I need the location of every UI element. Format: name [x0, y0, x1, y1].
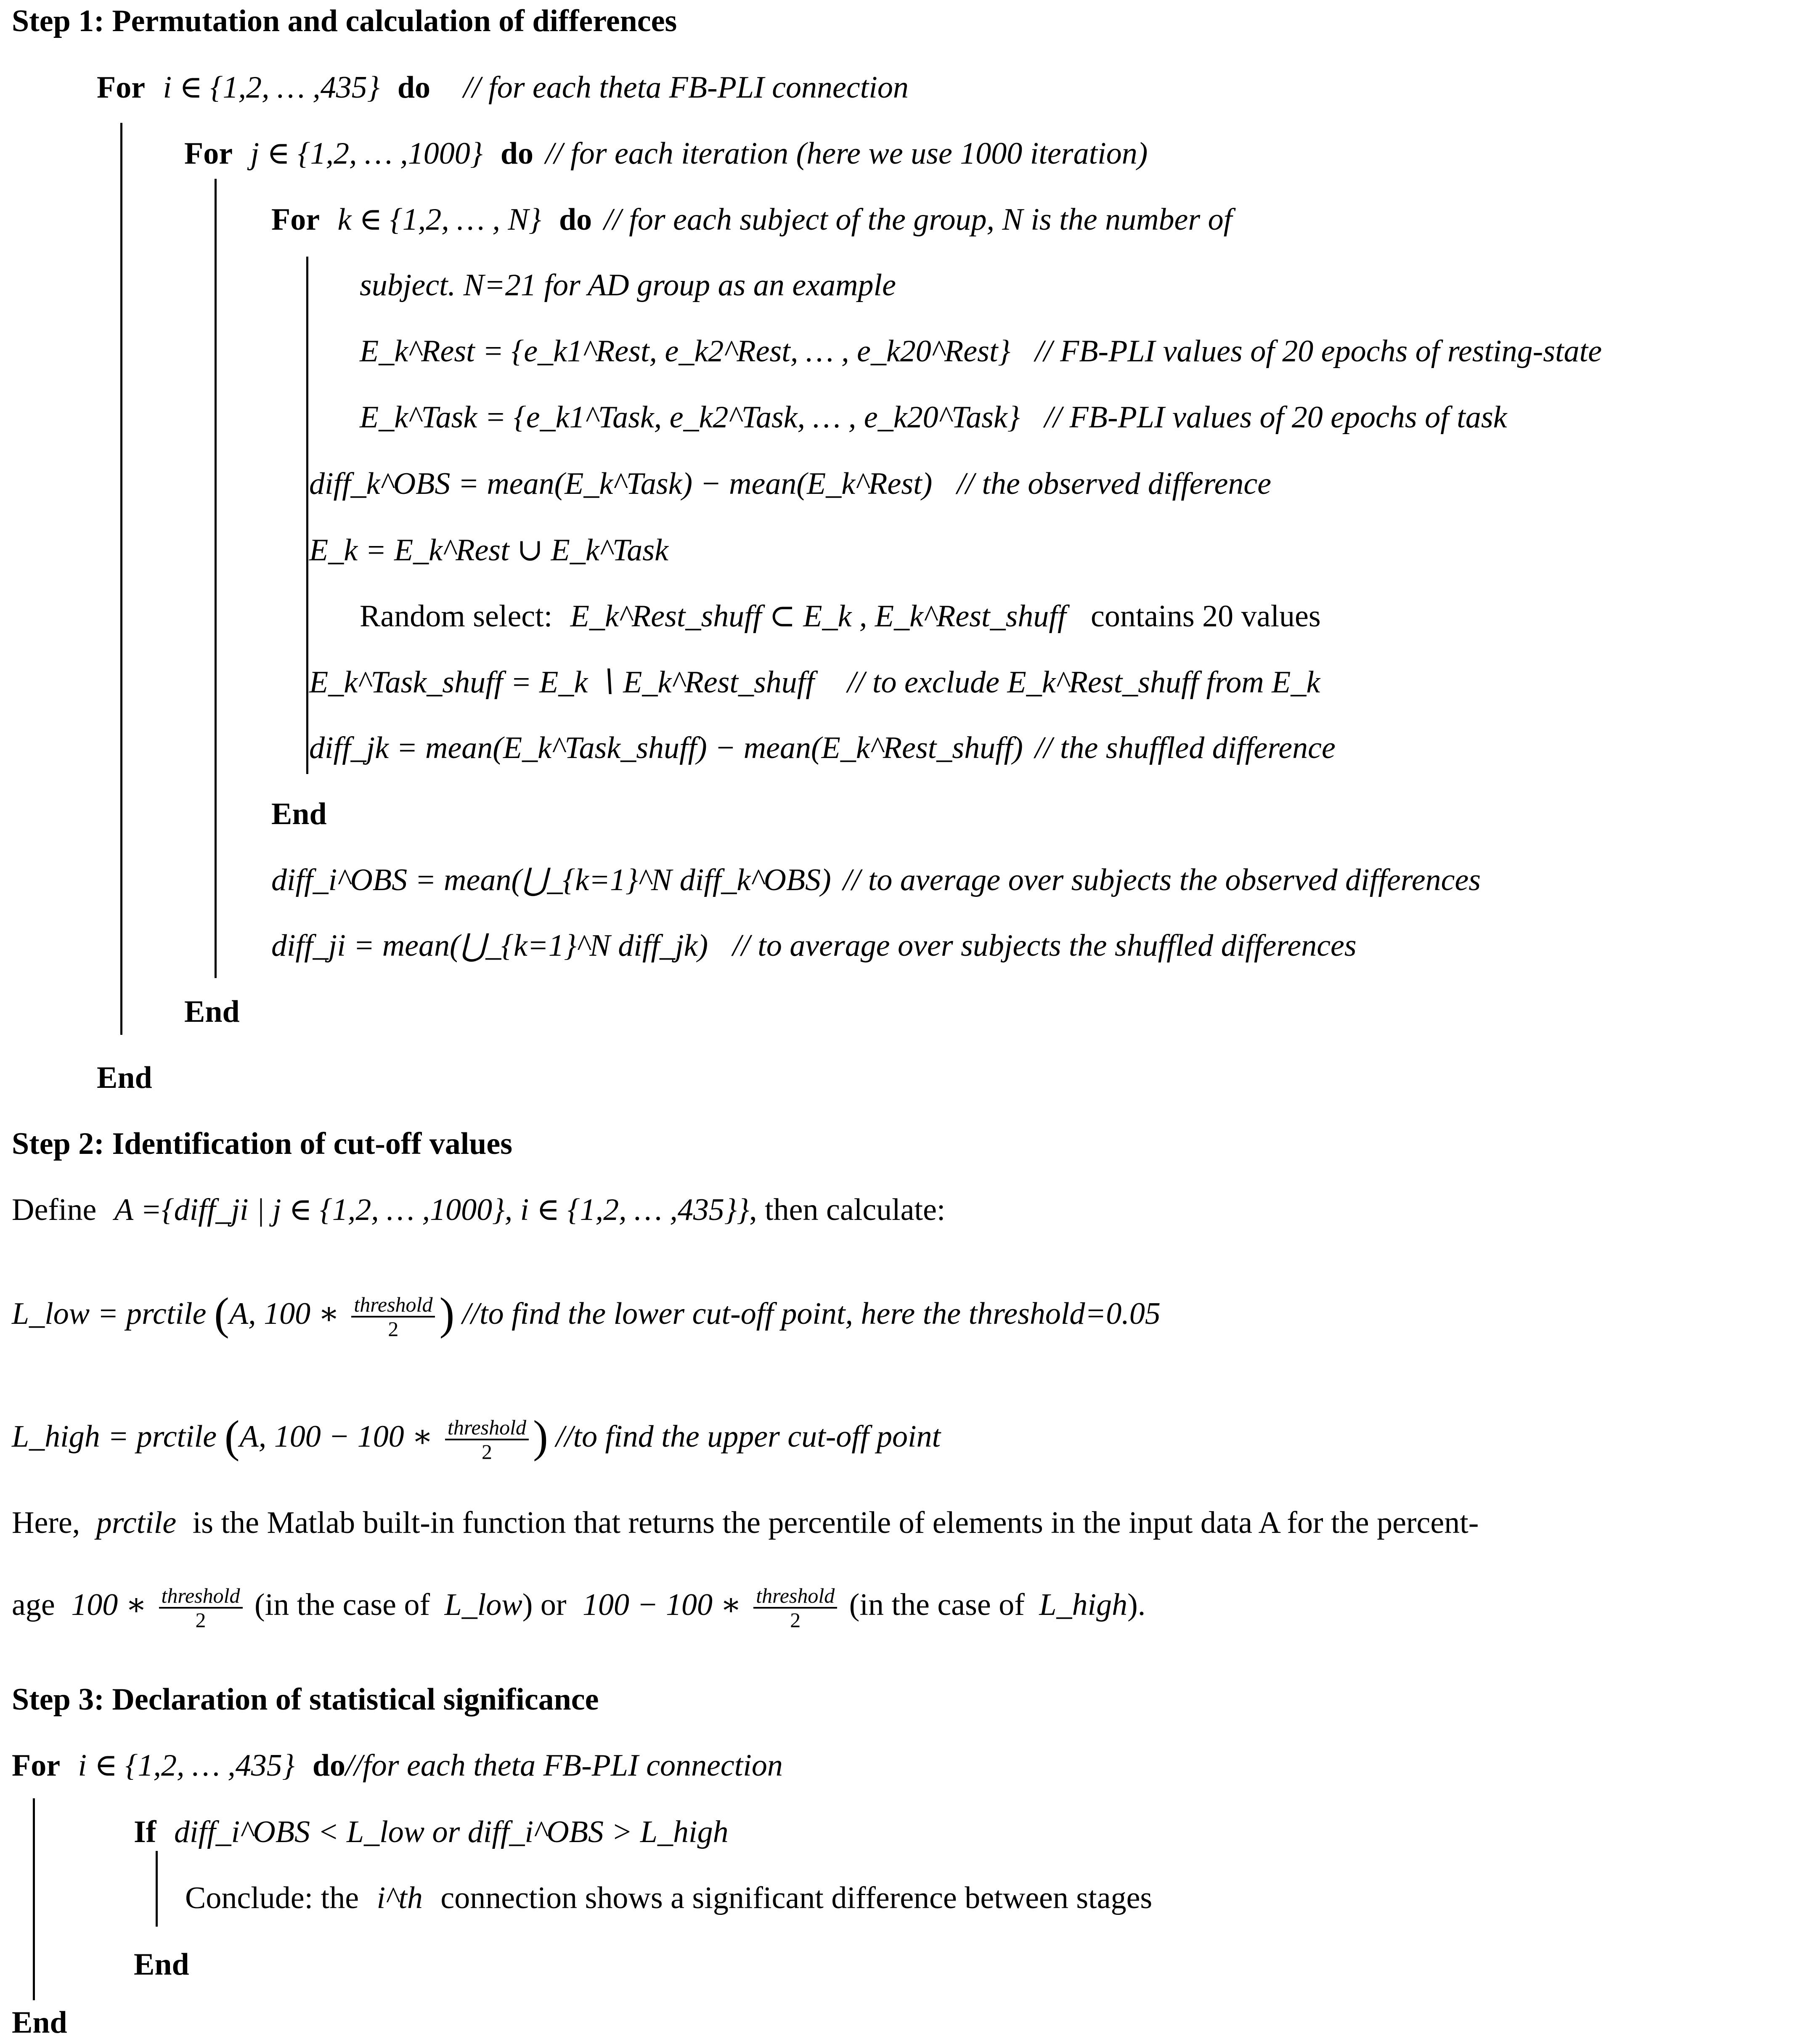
- loop-j-bracket: [215, 179, 217, 978]
- random-select-line: [360, 595, 1321, 637]
- for-keyword: For: [271, 202, 320, 237]
- step3-loop-line: [12, 1744, 783, 1787]
- if-keyword: If: [134, 1815, 156, 1849]
- e-task-comment: // FB-PLI values of 20 epochs of task: [1044, 400, 1507, 435]
- avg-shuff-expr: diff_ji = mean(⋃_{k=1}^N diff_jk): [271, 928, 708, 963]
- loop-j-comment: // for each iteration (here we use 1000 iteration): [545, 136, 1148, 171]
- random-select-expr: E_k^Rest_shuff ⊂ E_k , E_k^Rest_shuff: [570, 599, 1066, 634]
- loop-k-bracket: [306, 257, 308, 774]
- end-loop-j: End: [184, 994, 240, 1029]
- para-fraction-1: [159, 1584, 243, 1631]
- do-keyword: do: [500, 136, 534, 171]
- para-frac1-num: threshold: [159, 1584, 243, 1609]
- l-high-frac-den: 2: [482, 1440, 492, 1464]
- if-condition: diff_i^OBS < L_low or diff_i^OBS > L_high: [174, 1815, 729, 1849]
- l-high-frac-num: threshold: [445, 1416, 529, 1440]
- para-case1-pre: (in the case of: [254, 1588, 430, 1622]
- conclude-pre: Conclude: the: [185, 1881, 359, 1915]
- avg-obs-line: [271, 859, 1481, 901]
- define-expr: A ={diff_ji | j ∈ {1,2, … ,1000}, i ∈ {1,2, … ,435}}: [114, 1193, 750, 1227]
- loop-k-comment-cont: subject. N=21 for AD group as an example: [360, 268, 896, 302]
- l-low-frac-den: 2: [388, 1317, 399, 1341]
- e-task-expr: E_k^Task = {e_k1^Task, e_k2^Task, … , e_k20^Task}: [360, 400, 1020, 435]
- step1-title: Step 1: Permutation and calculation of differences: [12, 4, 677, 38]
- diff-shuff-expr: diff_jk = mean(E_k^Task_shuff) − mean(E_k^Rest_shuff): [309, 731, 1023, 765]
- para-here: Here,: [12, 1506, 80, 1540]
- diff-obs-expr: diff_k^OBS = mean(E_k^Task) − mean(E_k^Rest): [309, 467, 933, 501]
- for-keyword: For: [97, 70, 146, 105]
- l-high-fraction: [445, 1416, 529, 1463]
- l-low-paren-close: ): [439, 1289, 455, 1339]
- e-task-line: [360, 396, 1507, 438]
- random-select-tail: contains 20 values: [1091, 599, 1321, 634]
- para-fraction-2: [753, 1584, 837, 1631]
- diff-shuff-line: [309, 727, 1336, 769]
- l-low-comment: //to find the lower cut-off point, here the threshold=0.05: [462, 1296, 1161, 1331]
- define-line: [12, 1189, 946, 1231]
- loop-k-comment: // for each subject of the group, N is the number of: [604, 202, 1232, 237]
- task-shuff-comment: // to exclude E_k^Rest_shuff from E_k: [847, 665, 1320, 700]
- random-select-label: Random select:: [360, 599, 553, 634]
- do-keyword: do: [397, 70, 431, 105]
- l-high-line: [12, 1405, 941, 1468]
- l-low-paren-open: (: [214, 1289, 229, 1339]
- para-frac1-den: 2: [195, 1608, 206, 1632]
- loop-k-expr: k ∈ {1,2, … , N}: [337, 202, 541, 237]
- para-frac2-den: 2: [790, 1608, 801, 1632]
- step3-loop-bracket: [33, 1798, 35, 2000]
- para-expr2: 100 − 100 ∗: [583, 1588, 742, 1622]
- para-age: age: [12, 1588, 55, 1622]
- end-if: End: [134, 1947, 189, 1982]
- step2-title: Step 2: Identification of cut-off values: [12, 1127, 513, 1161]
- conclude-line: [185, 1877, 1152, 1919]
- para-line1: [12, 1502, 1479, 1544]
- do-keyword: do: [312, 1748, 346, 1783]
- diff-obs-line: [309, 463, 1271, 505]
- e-rest-expr: E_k^Rest = {e_k1^Rest, e_k2^Rest, … , e_k20^Rest}: [360, 334, 1011, 369]
- l-high-arg: A, 100 − 100 ∗: [239, 1419, 433, 1454]
- end-loop-k: End: [271, 797, 327, 831]
- l-low-lhs: L_low = prctile: [12, 1296, 207, 1331]
- do-keyword: do: [559, 202, 592, 237]
- task-shuff-expr: E_k^Task_shuff = E_k ∖ E_k^Rest_shuff: [309, 665, 814, 700]
- if-line: [134, 1811, 729, 1853]
- para-case1-post: ) or: [522, 1588, 567, 1622]
- if-bracket: [156, 1851, 158, 1927]
- l-high-lhs: L_high = prctile: [12, 1419, 217, 1454]
- l-low-fraction: [351, 1293, 435, 1340]
- for-keyword: For: [184, 136, 233, 171]
- l-low-arg: A, 100 ∗: [229, 1296, 339, 1331]
- loop-j-expr: j ∈ {1,2, … ,1000}: [250, 136, 483, 171]
- step3-title: Step 3: Declaration of statistical significance: [12, 1682, 599, 1717]
- para-line1-post: is the Matlab built-in function that returns the percentile of elements in the input data A for the percent-: [192, 1506, 1479, 1540]
- avg-shuff-line: [271, 925, 1357, 967]
- loop-i-line: [97, 66, 909, 109]
- l-high-paren-open: (: [224, 1412, 240, 1462]
- para-case1-var: L_low: [444, 1588, 522, 1622]
- loop-i-comment: // for each theta FB-PLI connection: [463, 70, 909, 105]
- end-loop-i: End: [97, 1060, 152, 1095]
- e-union-expr: E_k = E_k^Rest ∪ E_k^Task: [309, 533, 668, 567]
- l-low-frac-num: threshold: [351, 1293, 435, 1318]
- para-case2-var: L_high: [1039, 1588, 1128, 1622]
- para-case2-post: ).: [1127, 1588, 1146, 1622]
- define-label: Define: [12, 1193, 97, 1227]
- avg-obs-comment: // to average over subjects the observed differences: [843, 863, 1481, 897]
- conclude-var: i^th: [376, 1881, 423, 1915]
- para-line2: [12, 1573, 1145, 1636]
- conclude-post: connection shows a significant difference between stages: [440, 1881, 1153, 1915]
- loop-i-expr: i ∈ {1,2, … ,435}: [163, 70, 380, 105]
- avg-shuff-comment: // to average over subjects the shuffled differences: [732, 928, 1357, 963]
- para-case2-pre: (in the case of: [849, 1588, 1025, 1622]
- step3-loop-expr: i ∈ {1,2, … ,435}: [78, 1748, 295, 1783]
- loop-j-line: [184, 133, 1148, 175]
- loop-k-line: [271, 199, 1232, 241]
- para-expr1: 100 ∗: [71, 1588, 147, 1622]
- diff-shuff-comment: // the shuffled difference: [1035, 731, 1336, 765]
- para-fn: prctile: [96, 1506, 177, 1540]
- l-high-comment: //to find the upper cut-off point: [556, 1419, 941, 1454]
- l-high-paren-close: ): [533, 1412, 548, 1462]
- end-for: End: [12, 2005, 67, 2040]
- e-rest-line: [360, 330, 1602, 372]
- task-shuff-line: [309, 661, 1320, 703]
- e-rest-comment: // FB-PLI values of 20 epochs of resting-state: [1035, 334, 1602, 369]
- avg-obs-expr: diff_i^OBS = mean(⋃_{k=1}^N diff_k^OBS): [271, 863, 831, 897]
- para-frac2-num: threshold: [753, 1584, 837, 1609]
- diff-obs-comment: // the observed difference: [957, 467, 1272, 501]
- l-low-line: [12, 1282, 1161, 1345]
- for-keyword: For: [12, 1748, 61, 1783]
- loop-i-bracket: [120, 123, 122, 1035]
- step3-loop-comment: //for each theta FB-PLI connection: [345, 1748, 783, 1783]
- define-post: , then calculate:: [749, 1193, 946, 1227]
